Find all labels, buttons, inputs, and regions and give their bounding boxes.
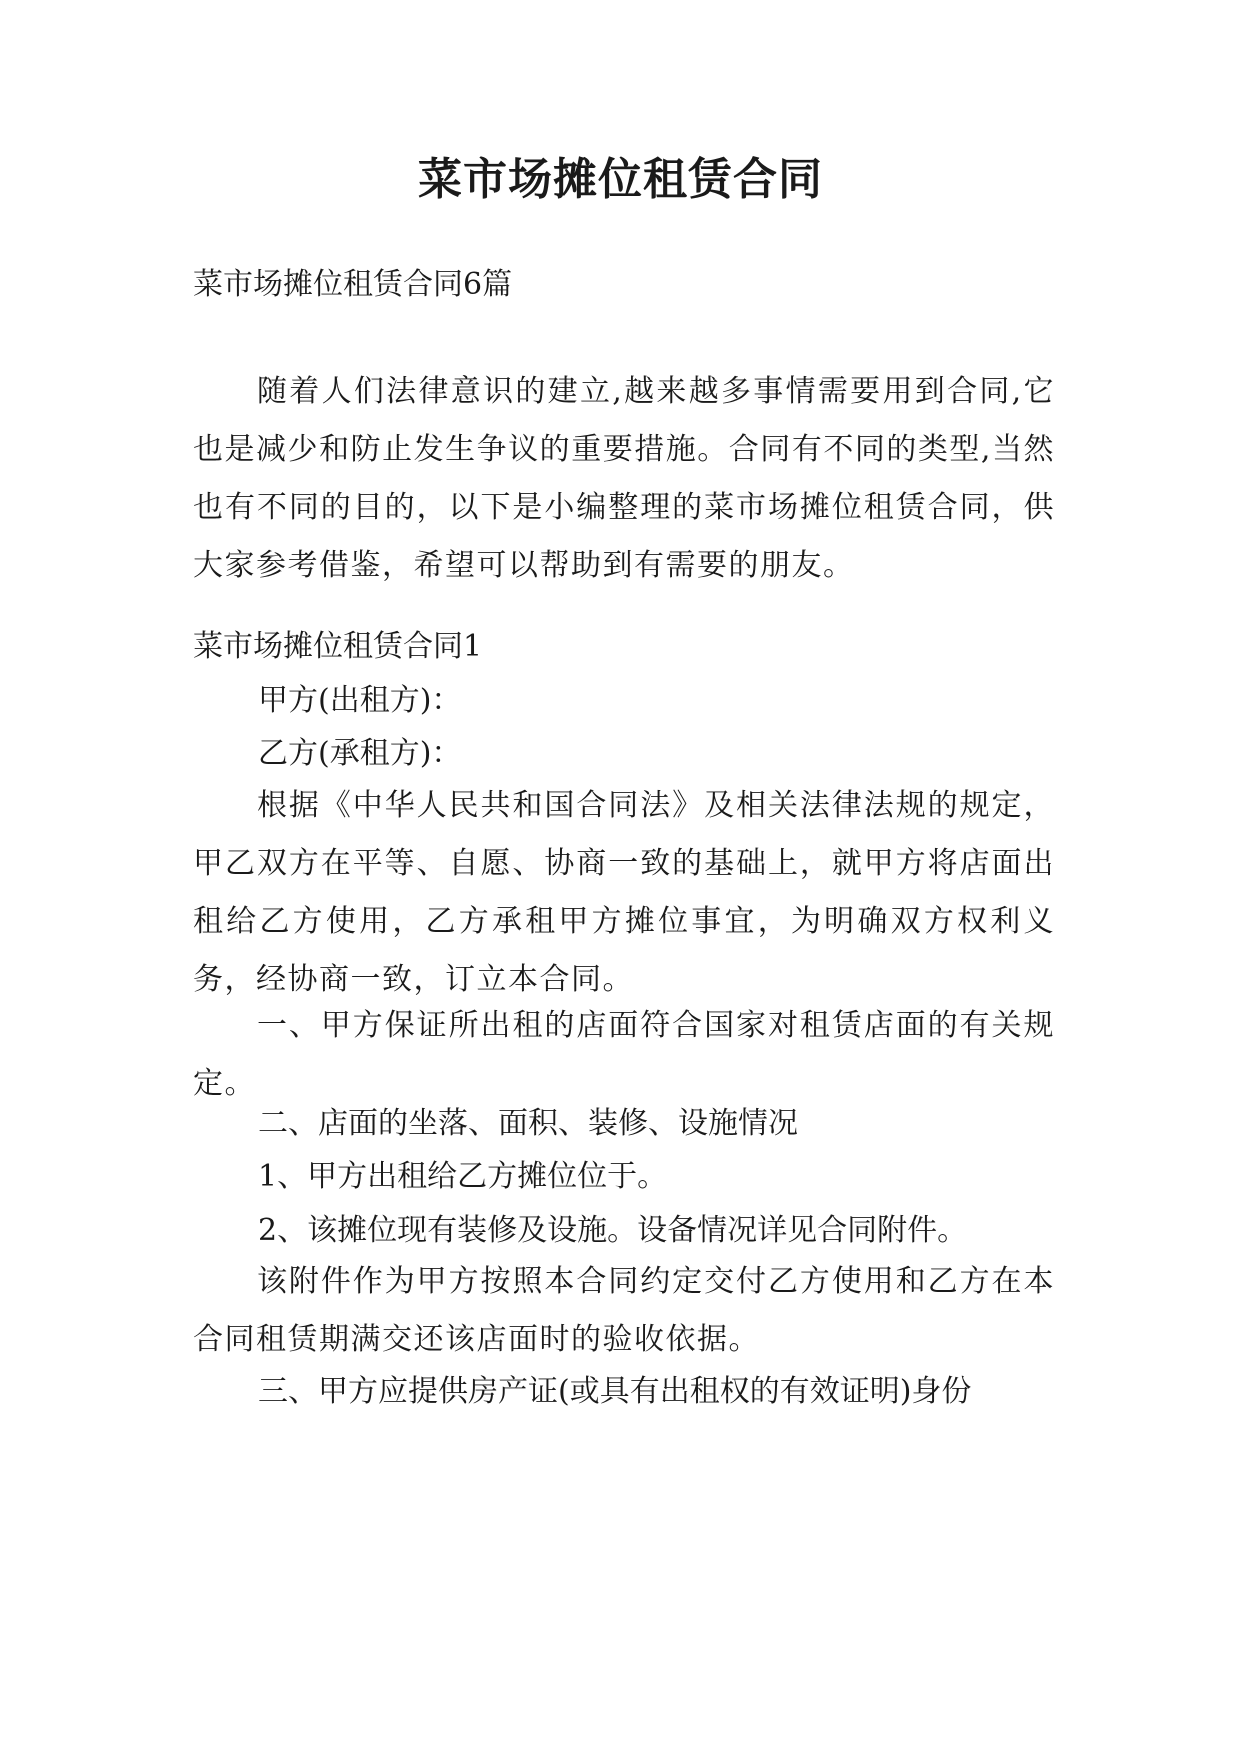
section-heading: 菜市场摊位租赁合同1 (193, 629, 483, 664)
party-b-line: 乙方(承租方)： (258, 736, 462, 771)
clause-1: 一、甲方保证所出租的店面符合国家对租赁店面的有关规定。 (193, 1008, 1055, 1101)
clause-2: 二、店面的坐落、面积、装修、设施情况 (258, 1106, 798, 1141)
document-title: 菜市场摊位租赁合同 (418, 154, 823, 205)
party-a-line: 甲方(出租方)： (258, 683, 462, 718)
intro-paragraph: 随着人们法律意识的建立,越来越多事情需要用到合同,它也是减少和防止发生争议的重要措施。合同有不同的类型,当然也有不同的目的，以下是小编整理的菜市场摊位租赁合同，供大家参考借鉴，希望可以帮助到有需要的朋友。 (193, 374, 1055, 583)
clause-3: 三、甲方应提供房产证(或具有出租权的有效证明)身份 (258, 1374, 972, 1409)
clause-2-item-2: 2、该摊位现有装修及设施。设备情况详见合同附件。 (258, 1213, 968, 1248)
clause-2-note: 该附件作为甲方按照本合同约定交付乙方使用和乙方在本合同租赁期满交还该店面时的验收依据。 (193, 1264, 1055, 1357)
clause-2-item-1: 1、甲方出租给乙方摊位位于。 (258, 1159, 668, 1194)
basis-paragraph: 根据《中华人民共和国合同法》及相关法律法规的规定，甲乙双方在平等、自愿、协商一致的基础上，就甲方将店面出租给乙方使用，乙方承租甲方摊位事宜，为明确双方权利义务，经协商一致，订立本合同。 (193, 788, 1055, 997)
document-subtitle: 菜市场摊位租赁合同6篇 (193, 267, 513, 302)
